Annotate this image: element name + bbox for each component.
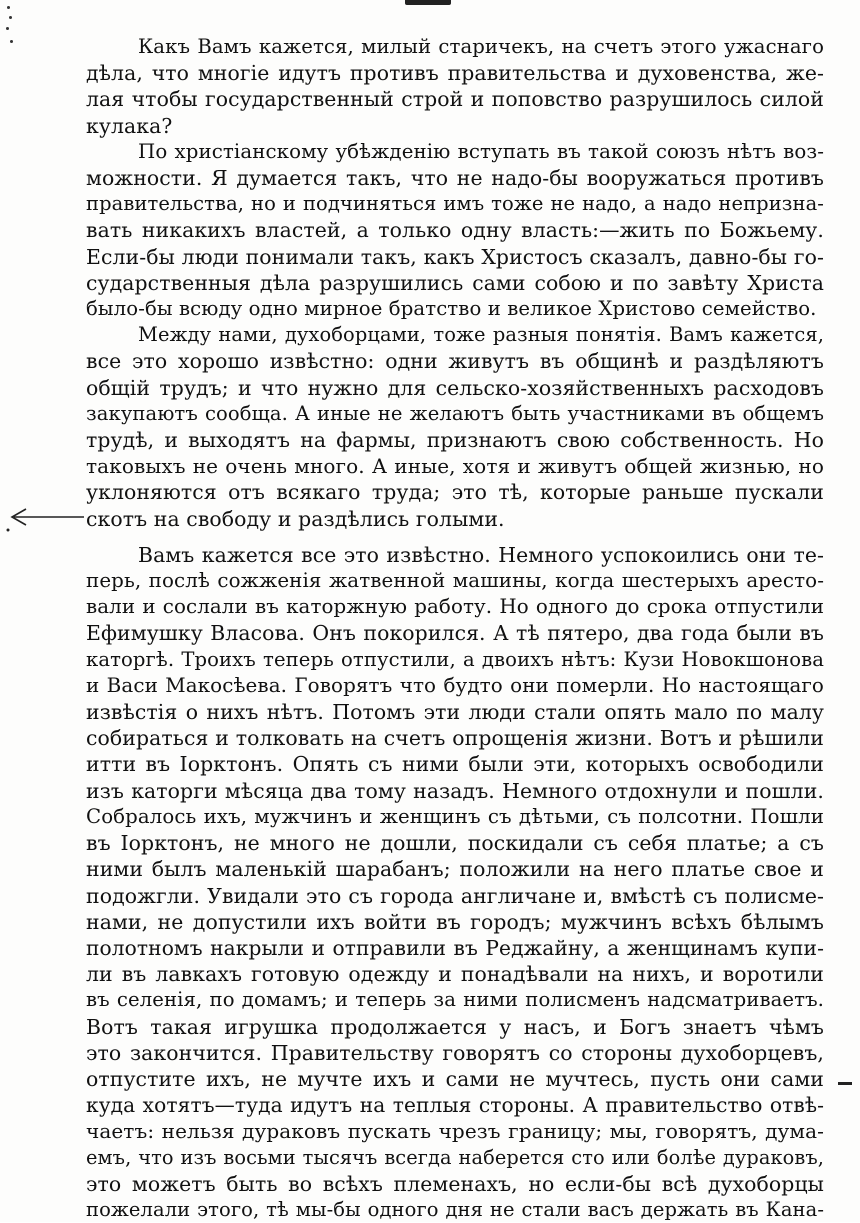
text-line: полотномъ накрыли и отправили въ Реджайну, а женщинамъ купи- [86, 935, 824, 960]
text-line: это можетъ быть во всѣхъ племенахъ, но если-бы всѣ духоборцы [86, 1171, 824, 1196]
text-line: таковыхъ не очень много. А иные, хотя и живутъ общей жизнью, но [86, 454, 824, 479]
text-line: извѣстія о нихъ нѣтъ. Потомъ эти люди стали опять мало по малу [86, 700, 824, 725]
text-line: вать никакихъ властей, а только одну власть:—жить по Божьему. [86, 218, 824, 243]
text-line: Вамъ кажется все это извѣстно. Немного успокоились они те- [138, 542, 824, 567]
paragraph-2 [86, 139, 824, 322]
text-line: общій трудъ; и что нужно для сельско-хозяйственныхъ расходовъ [86, 375, 824, 400]
text-line: въ Іорктонъ, не много не дошли, поскидали съ себя платье; а съ [86, 831, 824, 856]
text-line: все это хорошо извѣстно: одни живутъ въ общинѣ и раздѣляютъ [86, 349, 824, 374]
text-line: трудѣ, и выходятъ на фармы, признаютъ свою собственность. Но [86, 428, 824, 453]
text-line: кулака? [86, 113, 173, 138]
text-line: собираться и толковать на счетъ опрощенія жизни. Вотъ и рѣшили [86, 726, 824, 751]
text-line: и Васи Макосѣева. Говорятъ что будто они померли. Но настоящаго [86, 673, 824, 697]
text-line: каторгѣ. Троихъ теперь отпустили, а двоихъ нѣтъ: Кузи Новокшонова [86, 647, 824, 671]
text-line: Вотъ такая игрушка продолжается у насъ, и Богъ знаетъ чѣмъ [86, 1014, 824, 1039]
text-line: правительства, но и подчиняться имъ тоже не надо, а надо непризна- [86, 192, 824, 216]
text-line: емъ, что изъ восьми тысячъ всегда наберется сто или болѣе дураковъ, [86, 1145, 824, 1169]
text-line: отпустите ихъ, не мучте ихъ и сами не мучтесь, пусть они сами [86, 1066, 824, 1091]
text-line: Между нами, духоборцами, тоже разныя понятія. Вамъ кажется, [138, 323, 824, 347]
text-line: пожелали этого, тѣ мы-бы одного дня не стали васъ держать въ Кана- [86, 1197, 824, 1221]
text-line: изъ каторги мѣсяца два тому назадъ. Немного отдохнули и пошли. [86, 778, 824, 803]
text-line: По христіанскому убѣжденію вступать въ такой союзъ нѣтъ воз- [138, 139, 824, 163]
margin-arrow-annotation [6, 502, 86, 532]
text-line: уклоняются отъ всякаго труда; это тѣ, которые раньше пускали [86, 480, 824, 505]
text-line: итти въ Іорктонъ. Опять съ ними были эти, которыхъ освободили [86, 752, 824, 777]
text-line: дѣла, что многіе идутъ противъ правительства и духовенства, же- [86, 61, 824, 86]
text-line: можности. Я думается такъ, что не надо-бы вооружаться противъ [86, 166, 824, 191]
text-line: ними былъ маленькій шарабанъ; положили на него платье свое и [86, 857, 824, 882]
text-line: подожгли. Увидали это съ города англичане и, вмѣстѣ съ полисме- [86, 883, 824, 908]
paragraph-4 [86, 542, 824, 1223]
text-line: ли въ лавкахъ готовую одежду и понадѣвали на нихъ, и воротили [86, 962, 824, 987]
text-line: чаетъ: нельзя дураковъ пускать чрезъ границу; мы, говорятъ, дума- [86, 1119, 824, 1144]
text-line: Какъ Вамъ кажется, милый старичекъ, на счетъ этого ужаснаго [138, 35, 824, 58]
text-line: вали и сослали въ каторжную работу. Но одного до срока отпустили [86, 595, 824, 619]
text-line: закупаютъ сообща. А иные не желаютъ быть участниками въ общемъ [86, 401, 824, 425]
page-number-smudge [405, 0, 451, 5]
paragraph-3 [86, 322, 824, 532]
text-line: сударственныя дѣла разрушились сами собою и по завѣту Христа [86, 270, 824, 295]
paragraph-1 [86, 34, 824, 139]
page-header-marks [0, 0, 860, 30]
text-line: куда хотятъ—туда идутъ на теплыя стороны. А правительство отвѣ- [86, 1093, 824, 1118]
text-line: лая чтобы государственный строй и поповство разрушилось силой [86, 87, 824, 112]
text-line: нами, не допустили ихъ войти въ городъ; мужчинъ всѣхъ бѣлымъ [86, 909, 824, 934]
text-line: это закончится. Правительству говорятъ со стороны духоборцевъ, [86, 1040, 824, 1065]
margin-specks [4, 0, 18, 60]
arrow-left-icon [6, 502, 86, 532]
text-line: было-бы всюду одно мирное братство и великое Христово семейство. [86, 297, 817, 321]
document-body [86, 34, 824, 1223]
text-line: Если-бы люди понимали такъ, какъ Христосъ сказалъ, давно-бы го- [86, 244, 824, 269]
text-line: скотъ на свободу и раздѣлись голыми. [86, 506, 505, 531]
text-line: Собралось ихъ, мужчинъ и женщинъ съ дѣтьми, съ полсотни. Пошли [86, 804, 824, 828]
margin-dash [838, 1082, 852, 1085]
text-line: въ селенія, по домамъ; и теперь за ними полисменъ надсматриваетъ. [86, 988, 824, 1012]
text-line: перь, послѣ сожженія жатвенной машины, когда шестерыхъ аресто- [86, 569, 824, 593]
text-line: Ефимушку Власова. Онъ покорился. А тѣ пятеро, два года были въ [86, 621, 824, 646]
